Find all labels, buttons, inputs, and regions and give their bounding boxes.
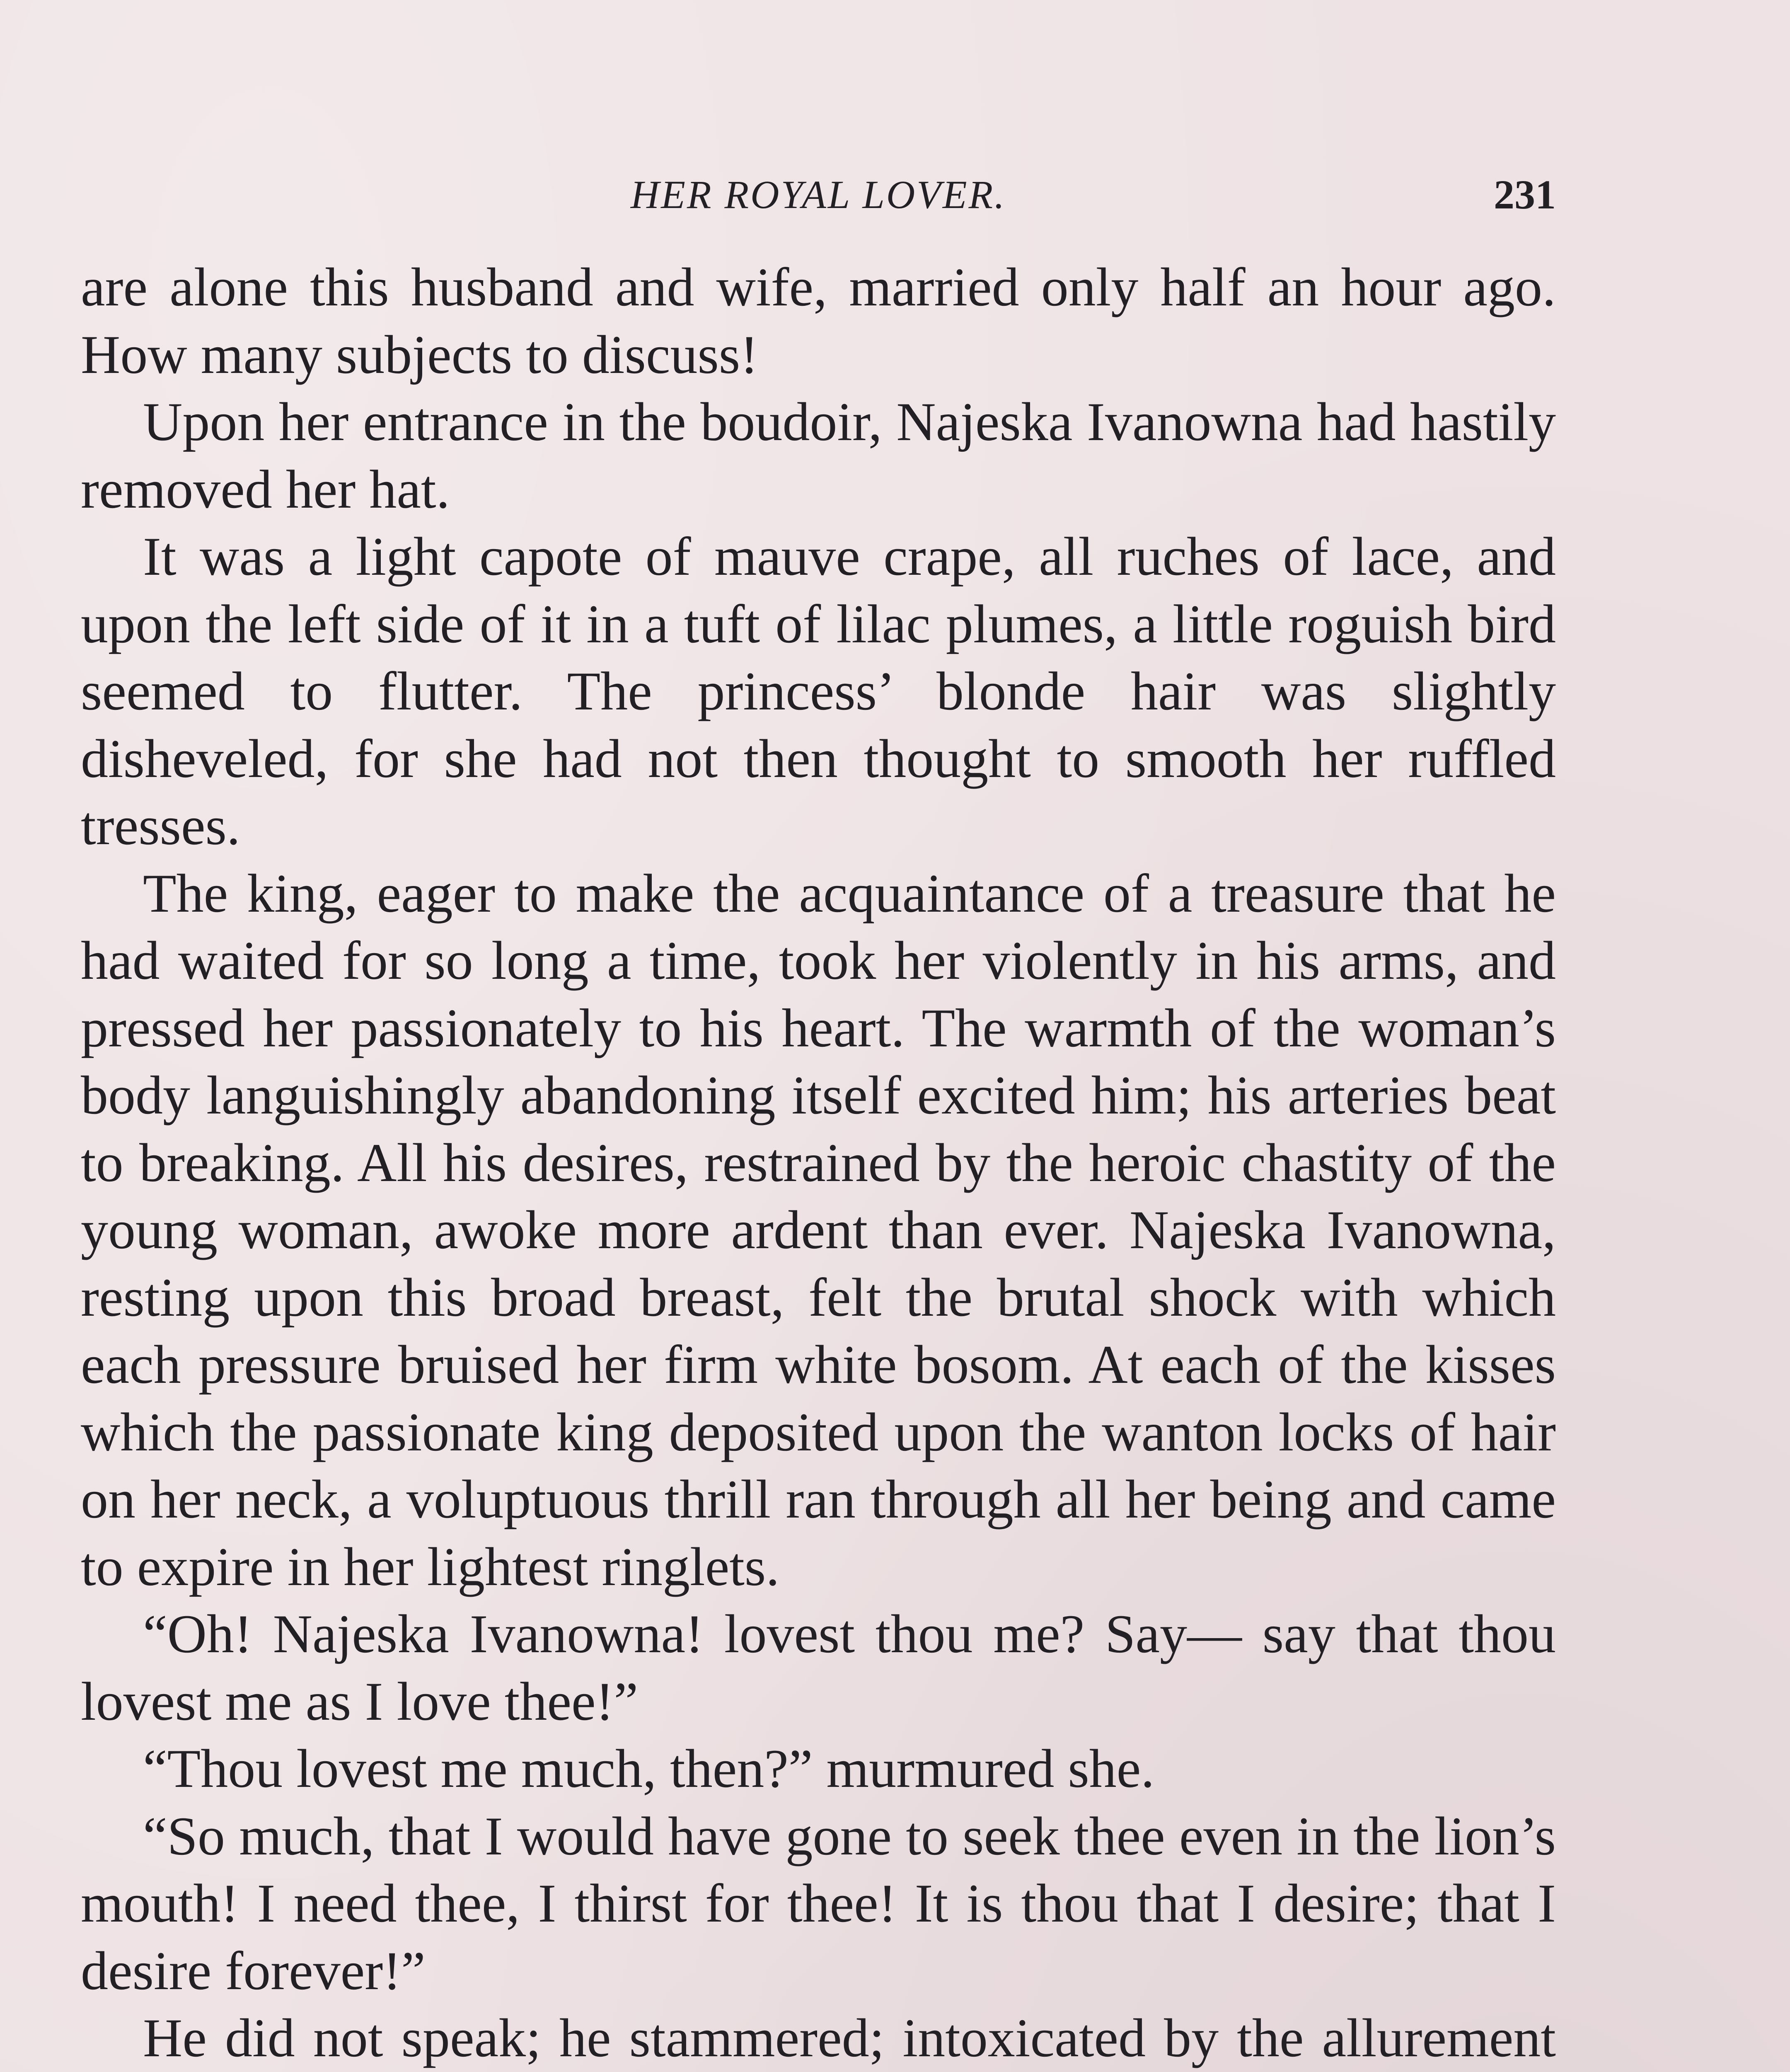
paragraph: Upon her entrance in the boudoir, Najeska Ivanowna had hastily removed her hat. — [81, 391, 1556, 520]
paragraph-dialogue: “Thou lovest me much, then?” murmured she. — [143, 1738, 1155, 1799]
page-number: 231 — [1494, 172, 1556, 218]
body-text — [81, 254, 1556, 2072]
paragraph-continued: are alone this husband and wife, married only half an hour ago. How many subjects to discuss! — [81, 257, 1556, 385]
running-head — [81, 170, 1556, 220]
running-title: HER ROYAL LOVER. — [630, 172, 1006, 217]
paragraph: It was a light capote of mauve crape, all ruches of lace, and upon the left side of it in a tuft of lilac plumes, a little roguish bird seemed to flutter. The princess’ blonde hair was slightly disheveled, for she had not then thought to smooth her ruffled tresses. — [81, 526, 1556, 856]
paragraph: He did not speak; he stammered; intoxicated by the allurement — [143, 2007, 1556, 2068]
paragraph: The king, eager to make the acquaintance of a treasure that he had waited for so long a time, took her violently in his arms, and pressed her passionately to his heart. The warmth of the woman’s body languishingly abandoning itself excited him; his arteries beat to breaking. All his desires, restrained by the heroic chastity of the young woman, awoke more ardent than ever. Najeska Ivanowna, resting upon this broad breast, felt the brutal shock with which each pressure bruised her firm white bosom. At each of the kisses which the passionate king deposited upon the wanton locks of hair on her neck, a voluptuous thrill ran through all her being and came to expire in her lightest ringlets. — [81, 862, 1556, 1597]
paragraph-dialogue: “Oh! Najeska Ivanowna! lovest thou me? Say— say that thou lovest me as I love thee!” — [81, 1603, 1556, 1732]
paragraph-dialogue: “So much, that I would have gone to seek thee even in the lion’s mouth! I need thee, I thirst for thee! It is thou that I desire; that I desire forever!” — [81, 1805, 1556, 2001]
book-page — [81, 157, 1556, 2072]
